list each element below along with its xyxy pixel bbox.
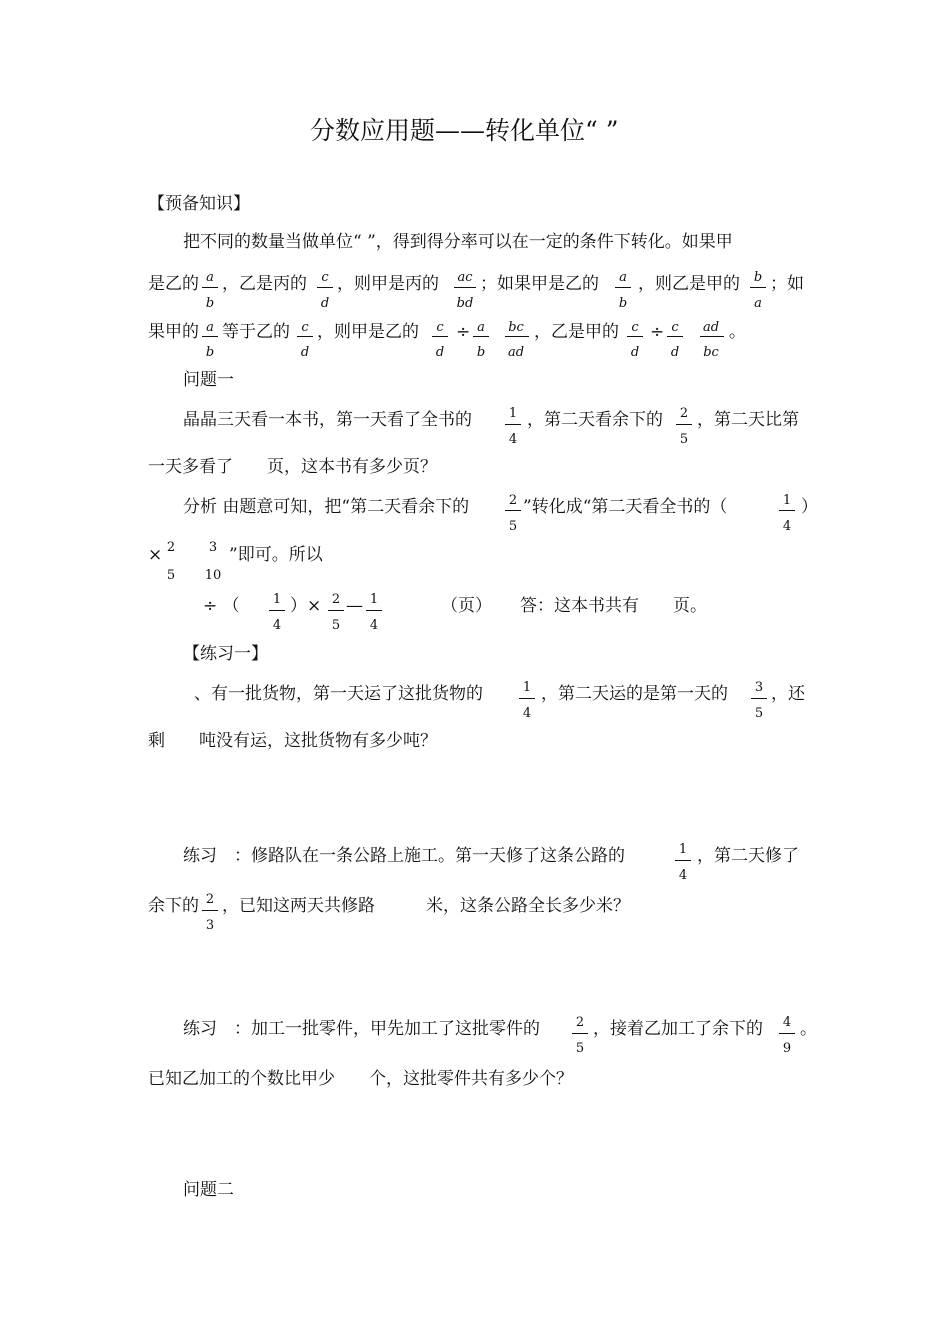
fraction-denominator: 4 (782, 519, 792, 534)
prep-text: ；如果甲是乙的 (480, 274, 599, 294)
fraction-denominator: 5 (508, 519, 518, 534)
fraction-numerator: 1 (678, 842, 688, 857)
question-1-text: 一天多看了 页，这本书有多少页？ (148, 457, 437, 477)
prep-heading: 【预备知识】 (148, 194, 250, 214)
fraction-bar (473, 336, 489, 337)
fraction-bar (328, 610, 344, 611)
fraction-denominator: 4 (272, 618, 282, 633)
fraction-numerator: a (477, 320, 485, 335)
exercise-1-text: ，还 (771, 684, 805, 704)
fraction-numerator: bc (508, 320, 524, 335)
analysis-text: 分析 由题意可知，把“第二天看余下的 (183, 497, 470, 517)
exercise-1-text: 剩 吨没有运，这批货物有多少吨？ (148, 731, 437, 751)
exercise-3-text: 练习 ：加工一批零件，甲先加工了这批零件的 (183, 1019, 540, 1039)
minus-sign: — (346, 596, 363, 616)
exercise-3-text: 。 (800, 1019, 817, 1039)
fraction-numerator: 2 (508, 493, 518, 508)
fraction-bar (505, 336, 529, 337)
fraction-denominator: 9 (782, 1041, 792, 1056)
fraction-denominator: 4 (678, 868, 688, 883)
exercise-2-text: ，已知这两天共修路 米，这条公路全长多少米？ (222, 896, 630, 916)
equation-text: ）× (290, 596, 322, 616)
fraction-denominator: 5 (754, 706, 764, 721)
fraction-denominator: b (476, 345, 486, 360)
fraction-bar (751, 698, 767, 699)
fraction-bar (627, 336, 643, 337)
fraction-denominator: d (320, 296, 330, 311)
fraction-denominator: 4 (369, 618, 379, 633)
exercise-2-text: ，第二天修了 (697, 846, 799, 866)
analysis-text: ） (801, 497, 818, 517)
fraction-denominator: 5 (679, 432, 689, 447)
fraction-denominator: bc (703, 345, 719, 360)
exercise-3-text: ，接着乙加工了余下的 (593, 1019, 763, 1039)
fraction-denominator: d (300, 345, 310, 360)
prep-text: 。 (729, 322, 746, 342)
question-1-text: 晶晶三天看一本书，第一天看了全书的 (183, 410, 472, 430)
fraction-bar (572, 1033, 588, 1034)
fraction-numerator: 2 (205, 892, 215, 907)
fraction-bar (779, 510, 795, 511)
exercise-2-text: 余下的 (148, 896, 199, 916)
fraction-numerator: 2 (575, 1015, 585, 1030)
fraction-numerator: a (619, 270, 627, 285)
prep-text: ，则甲是丙的 (337, 274, 439, 294)
prep-text: 果甲的 (148, 322, 199, 342)
fraction-denominator: b (205, 345, 215, 360)
fraction-bar (202, 336, 218, 337)
fraction-bar (317, 287, 333, 288)
fraction-numerator: c (631, 320, 639, 335)
page-title: 分数应用题——转化单位“ ” (310, 116, 619, 145)
question-1-text: ，第二天看余下的 (527, 410, 663, 430)
fraction-bar (432, 336, 448, 337)
fraction-bar (700, 336, 724, 337)
fraction-numerator: 3 (208, 540, 218, 555)
fraction-bar (505, 424, 521, 425)
fraction-numerator: c (671, 320, 679, 335)
fraction-bar (366, 610, 382, 611)
fraction-denominator: bd (456, 296, 474, 311)
fraction-denominator: b (205, 296, 215, 311)
fraction-numerator: 1 (369, 592, 379, 607)
fraction-bar (454, 287, 476, 288)
fraction-denominator: b (618, 296, 628, 311)
fraction-denominator: 5 (166, 568, 176, 583)
fraction-bar (750, 287, 766, 288)
fraction-bar (615, 287, 631, 288)
fraction-denominator: 4 (522, 706, 532, 721)
fraction-bar (202, 910, 218, 911)
fraction-bar (779, 1033, 795, 1034)
fraction-bar (519, 698, 535, 699)
fraction-numerator: ac (457, 270, 473, 285)
fraction-denominator: 4 (508, 432, 518, 447)
exercise-2-text: 练习 ：修路队在一条公路上施工。第一天修了这条公路的 (183, 846, 625, 866)
prep-text: ；如 (770, 274, 804, 294)
question-2-heading: 问题二 (183, 1180, 234, 1200)
prep-text: ，乙是丙的 (222, 274, 307, 294)
prep-text: ，则乙是甲的 (638, 274, 740, 294)
exercise-3-text: 已知乙加工的个数比甲少 个，这批零件共有多少个？ (148, 1069, 573, 1089)
fraction-bar (675, 860, 691, 861)
fraction-numerator: 1 (522, 680, 532, 695)
fraction-numerator: a (206, 320, 214, 335)
analysis-text: ”转化成“第二天看全书的（ (523, 497, 728, 517)
fraction-numerator: 4 (782, 1015, 792, 1030)
fraction-numerator: c (301, 320, 309, 335)
fraction-numerator: 1 (272, 592, 282, 607)
fraction-bar (505, 510, 521, 511)
fraction-numerator: c (321, 270, 329, 285)
fraction-bar (269, 610, 285, 611)
fraction-numerator: c (436, 320, 444, 335)
times-sign: × (148, 545, 163, 565)
fraction-numerator: 1 (782, 493, 792, 508)
fraction-denominator: 10 (204, 568, 222, 583)
divide-sign: ÷ (456, 322, 471, 342)
exercise-1-heading: 【练习一】 (183, 644, 268, 664)
unit-text: （页） (441, 596, 492, 616)
fraction-bar (297, 336, 313, 337)
prep-text: ，乙是甲的 (534, 322, 619, 342)
fraction-numerator: 2 (331, 592, 341, 607)
fraction-denominator: d (670, 345, 680, 360)
fraction-bar (667, 336, 683, 337)
exercise-1-text: 、有一批货物，第一天运了这批货物的 (194, 684, 483, 704)
fraction-numerator: b (753, 270, 763, 285)
answer-text: 答：这本书共有 页。 (520, 596, 707, 616)
fraction-denominator: a (754, 296, 762, 311)
divide-sign: ÷ (650, 322, 665, 342)
question-1-heading: 问题一 (183, 370, 234, 390)
fraction-denominator: d (435, 345, 445, 360)
fraction-numerator: 3 (754, 680, 764, 695)
fraction-bar (676, 424, 692, 425)
analysis-text: ”即可。所以 (229, 545, 323, 565)
fraction-denominator: 5 (331, 618, 341, 633)
fraction-denominator: 3 (205, 918, 215, 933)
prep-text: 等于乙的 (222, 322, 290, 342)
fraction-denominator: d (630, 345, 640, 360)
fraction-denominator: 5 (575, 1041, 585, 1056)
prep-text: ，则甲是乙的 (317, 322, 419, 342)
question-1-text: ，第二天比第 (697, 410, 799, 430)
fraction-numerator: a (206, 270, 214, 285)
fraction-numerator: ad (702, 320, 720, 335)
exercise-1-text: ，第二天运的是第一天的 (541, 684, 728, 704)
prep-text: 是乙的 (148, 274, 199, 294)
fraction-numerator: 2 (166, 540, 176, 555)
fraction-numerator: 1 (508, 406, 518, 421)
fraction-denominator: ad (507, 345, 525, 360)
prep-line-1: 把不同的数量当做单位“ ”，得到得分率可以在一定的条件下转化。如果甲 (183, 232, 733, 252)
fraction-numerator: 2 (679, 406, 689, 421)
fraction-bar (202, 287, 218, 288)
equation-text: ÷ （ (203, 596, 240, 616)
